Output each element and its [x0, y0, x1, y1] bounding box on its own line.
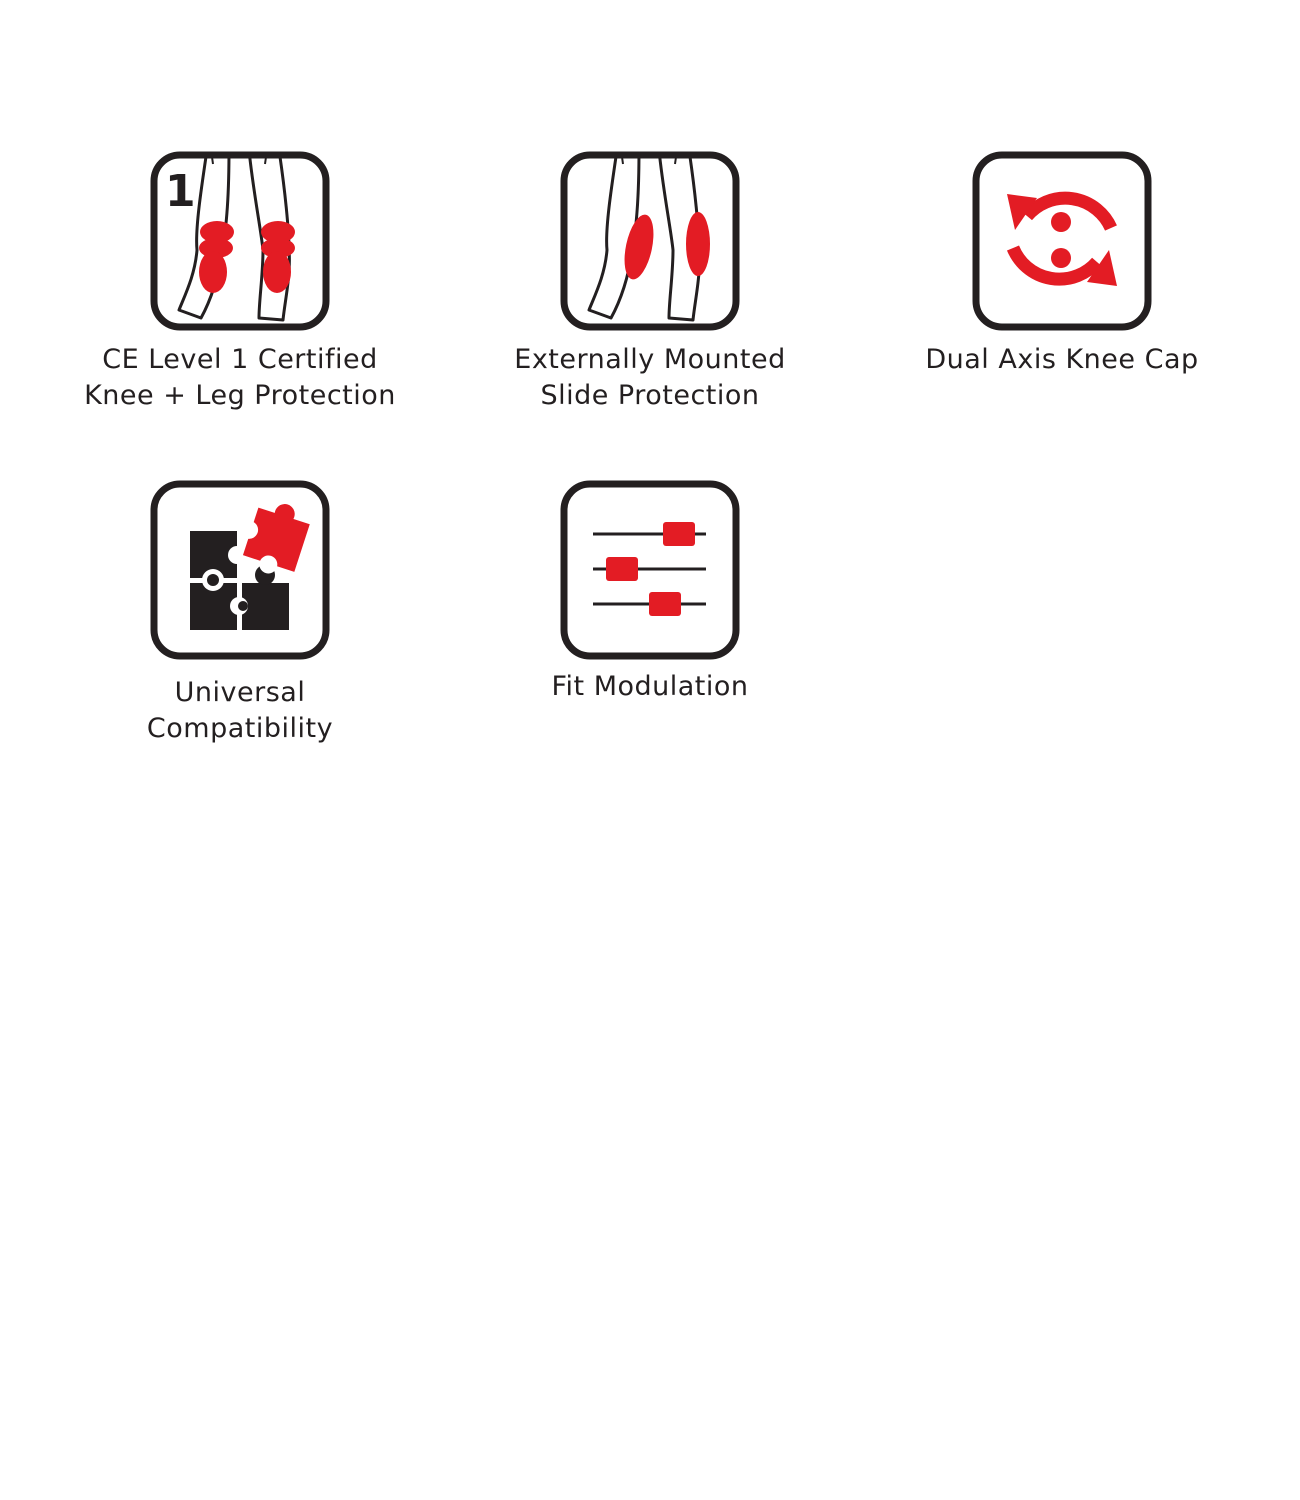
feature-label-line: Compatibility — [146, 713, 334, 744]
feature-dual-axis — [892, 150, 1232, 378]
feature-universal-compatibility — [70, 479, 410, 747]
feature-ce-level-1 — [70, 150, 410, 414]
feature-label — [70, 675, 410, 747]
feature-label — [892, 342, 1232, 378]
feature-fit-modulation — [480, 479, 820, 705]
feature-label-line: Slide Protection — [540, 380, 760, 411]
feature-label-line: CE Level 1 Certified — [102, 344, 378, 375]
feature-label-line: Fit Modulation — [551, 671, 749, 702]
feature-external-slide — [480, 150, 820, 414]
feature-label-line: Universal — [174, 677, 306, 708]
feature-label-line: Dual Axis Knee Cap — [925, 344, 1199, 375]
puzzle-pieces-icon — [149, 479, 331, 661]
feature-label-line: Externally Mounted — [514, 344, 786, 375]
adjustment-sliders-icon — [559, 479, 741, 661]
feature-label-line: Knee + Leg Protection — [84, 380, 396, 411]
feature-label — [70, 342, 410, 414]
feature-label — [480, 342, 820, 414]
dual-axis-rotate-icon — [971, 150, 1153, 332]
level-badge: 1 — [165, 166, 196, 217]
feature-label — [480, 669, 820, 705]
external-slide-protection-icon — [559, 150, 741, 332]
knee-leg-protection-level-1-icon — [149, 150, 331, 332]
